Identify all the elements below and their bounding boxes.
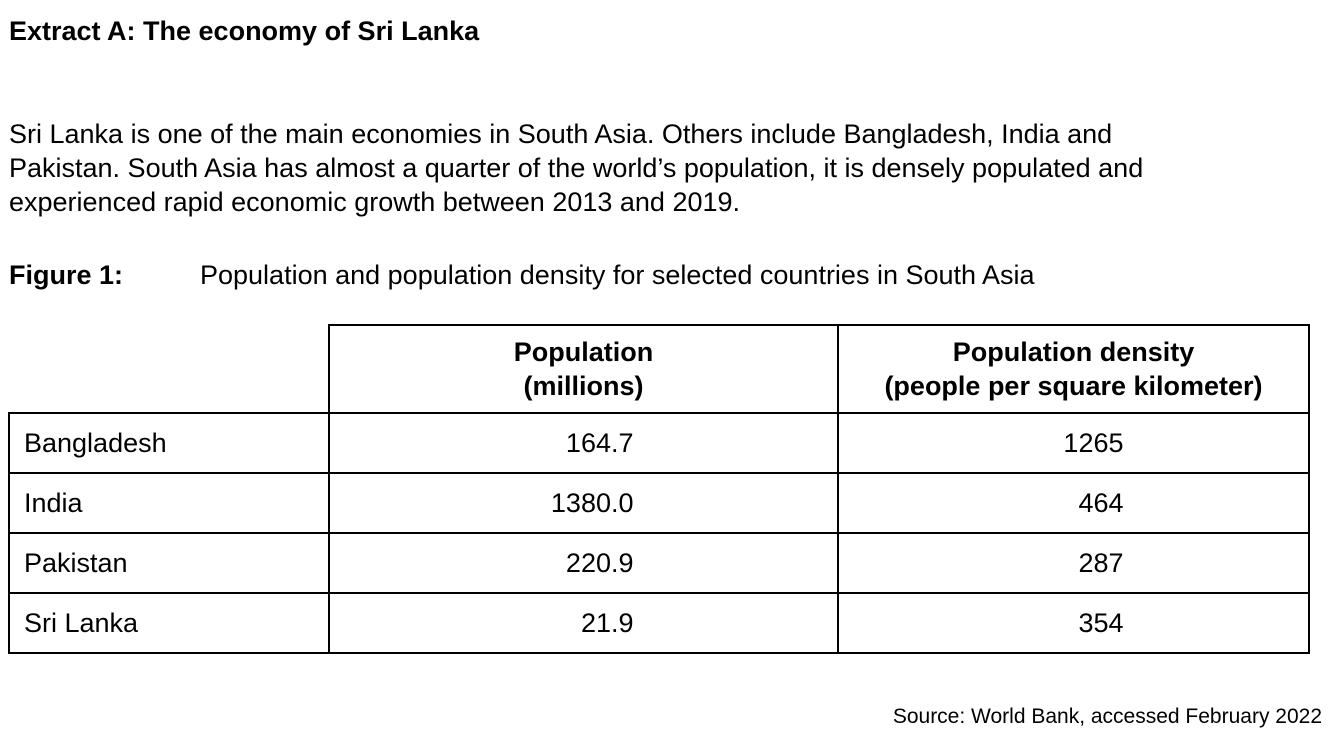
header-density-unit: (people per square kilometer) xyxy=(884,371,1263,401)
population-value: 220.9 xyxy=(565,547,634,578)
intro-paragraph xyxy=(9,117,1309,219)
intro-line-1: Sri Lanka is one of the main economies in South Asia. Others include Bangladesh, India and xyxy=(9,119,1113,149)
figure-caption: Population and population density for selected countries in South Asia xyxy=(200,260,1035,290)
density-value: 354 xyxy=(1078,607,1124,638)
population-cell xyxy=(329,593,838,653)
country-cell: Pakistan xyxy=(9,533,329,593)
source-note: Source: World Bank, accessed February 2022 xyxy=(892,705,1322,728)
table-header-row xyxy=(9,325,1309,413)
intro-line-3: experienced rapid economic growth between 2013 and 2019. xyxy=(9,187,741,217)
density-cell xyxy=(838,413,1309,473)
density-cell xyxy=(838,533,1309,593)
country-cell: Sri Lanka xyxy=(9,593,329,653)
population-cell xyxy=(329,473,838,533)
country-cell: India xyxy=(9,473,329,533)
country-cell: Bangladesh xyxy=(9,413,329,473)
density-value: 1265 xyxy=(1063,427,1124,458)
population-value: 1380.0 xyxy=(550,487,634,518)
extract-title: Extract A: The economy of Sri Lanka xyxy=(9,16,480,46)
header-population xyxy=(329,325,838,413)
population-value: 164.7 xyxy=(565,427,634,458)
population-cell xyxy=(329,413,838,473)
density-cell xyxy=(838,473,1309,533)
header-blank-cell xyxy=(9,325,329,413)
header-density xyxy=(838,325,1309,413)
table-row xyxy=(9,593,1309,653)
population-table xyxy=(8,324,1310,654)
header-population-title: Population xyxy=(513,337,654,367)
population-value: 21.9 xyxy=(580,607,634,638)
table-row xyxy=(9,413,1309,473)
table-row xyxy=(9,473,1309,533)
density-value: 287 xyxy=(1078,547,1124,578)
header-density-title: Population density xyxy=(952,337,1195,367)
density-value: 464 xyxy=(1078,487,1124,518)
header-population-unit: (millions) xyxy=(523,371,644,401)
figure-label: Figure 1: xyxy=(9,260,124,290)
density-cell xyxy=(838,593,1309,653)
population-cell xyxy=(329,533,838,593)
table-row xyxy=(9,533,1309,593)
intro-line-2: Pakistan. South Asia has almost a quarter of the world’s population, it is densely populated and xyxy=(9,153,1144,183)
